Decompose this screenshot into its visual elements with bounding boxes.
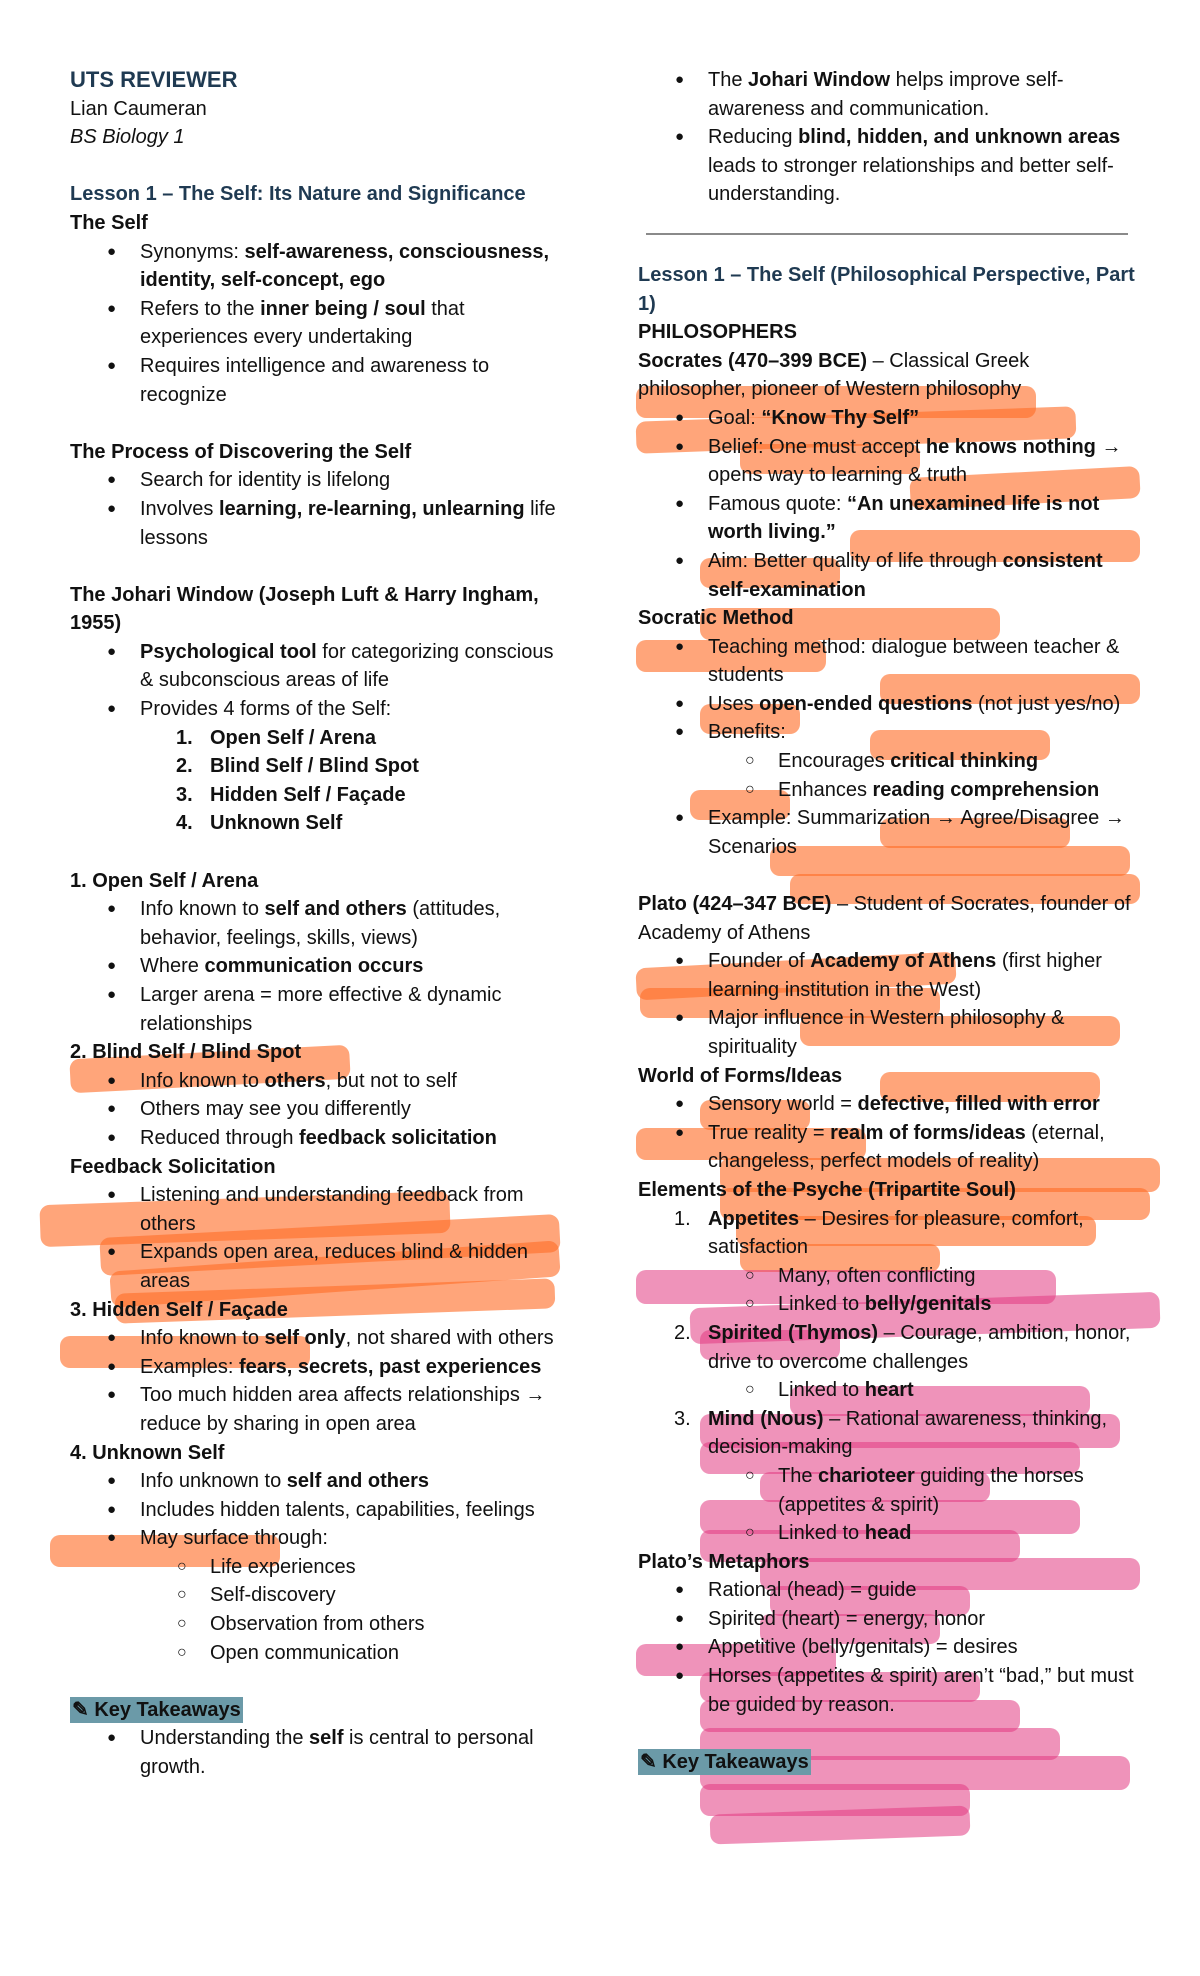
bullet-list (70, 1324, 570, 1438)
list-item: ● Example: Summarization → Agree/Disagree → Scenarios (638, 804, 1138, 861)
section-heading: 3. Hidden Self / Façade (70, 1298, 288, 1321)
list-item: ● Provides 4 forms of the Self: (70, 695, 570, 724)
list-item: 2. Spirited (Thymos) – Courage, ambition, honor, drive to overcome challenges (674, 1321, 1131, 1373)
bullet-list (70, 1724, 570, 1781)
list-item: ● Others may see you differently (70, 1095, 570, 1124)
bullet-list (70, 1067, 570, 1153)
list-item: ● Expands open area, reduces blind & hidden areas (70, 1238, 570, 1295)
list-item: ● Listening and understanding feedback from others (70, 1181, 570, 1238)
list-item: ○ Enhances reading comprehension (638, 776, 1138, 805)
bullet-list (638, 1576, 1138, 1719)
right-column (638, 66, 1138, 1776)
sub-list (638, 1262, 1138, 1319)
list-item: 1. Open Self / Arena (176, 726, 376, 749)
list-item: ○ Observation from others (70, 1610, 570, 1639)
list-item: ● Synonyms: self-awareness, consciousness, identity, self-concept, ego (70, 238, 570, 295)
section-heading: The Process of Discovering the Self (70, 440, 412, 463)
section-heading: Socratic Method (638, 607, 794, 630)
section-heading: World of Forms/Ideas (638, 1064, 843, 1087)
list-item: ○ Linked to heart (638, 1376, 1138, 1405)
list-item: ● Reducing blind, hidden, and unknown areas leads to stronger relationships and better self-understanding. (638, 123, 1138, 209)
key-takeaways-label: ✎ Key Takeaways (72, 1698, 241, 1721)
list-item: ● Psychological tool for categorizing conscious & subconscious areas of life (70, 638, 570, 695)
section-heading: 2. Blind Self / Blind Spot (70, 1041, 302, 1064)
list-item: ● Too much hidden area affects relationships → reduce by sharing in open area (70, 1381, 570, 1438)
list-item: ● Info unknown to self and others (70, 1467, 570, 1496)
list-item: ● Spirited (heart) = energy, honor (638, 1605, 1138, 1634)
list-item: ● Info known to self and others (attitudes, behavior, feelings, skills, views) (70, 895, 570, 952)
list-item: ● Belief: One must accept he knows nothing → opens way to learning & truth (638, 433, 1138, 490)
list-item: ● Teaching method: dialogue between teacher & students (638, 633, 1138, 690)
list-item: ● Horses (appetites & spirit) aren’t “bad,” but must be guided by reason. (638, 1662, 1138, 1719)
list-item: ● Appetitive (belly/genitals) = desires (638, 1633, 1138, 1662)
sub-list (638, 747, 1138, 804)
numbered-list (638, 1405, 1138, 1462)
list-item: ● Involves learning, re-learning, unlearning life lessons (70, 495, 570, 552)
bullet-list (638, 804, 1138, 861)
bullet-list (638, 1090, 1138, 1176)
section-heading: The Johari Window (Joseph Luft & Harry Ingham, 1955) (70, 583, 539, 635)
section-heading: 4. Unknown Self (70, 1441, 225, 1464)
numbered-list (70, 724, 570, 838)
list-item: ○ Many, often conflicting (638, 1262, 1138, 1291)
list-item: ○ Linked to belly/genitals (638, 1290, 1138, 1319)
list-item: ○ Self-discovery (70, 1581, 570, 1610)
list-item: ● Examples: fears, secrets, past experiences (70, 1353, 570, 1382)
sub-list (638, 1376, 1138, 1405)
section-heading: PHILOSOPHERS (638, 321, 797, 344)
list-item: ● Refers to the inner being / soul that experiences every undertaking (70, 295, 570, 352)
list-item: ○ Linked to head (638, 1519, 1138, 1548)
list-item: 3. Mind (Nous) – Rational awareness, thinking, decision-making (674, 1407, 1108, 1459)
list-item: ● Includes hidden talents, capabilities, feelings (70, 1496, 570, 1525)
bullet-list (70, 1181, 570, 1295)
list-item: ○ Open communication (70, 1639, 570, 1668)
key-takeaways-label: ✎ Key Takeaways (640, 1750, 809, 1773)
list-item: ● The Johari Window helps improve self-awareness and communication. (638, 66, 1138, 123)
bullet-list (638, 947, 1138, 1061)
sub-list (70, 1553, 570, 1667)
sub-list (638, 1462, 1138, 1548)
list-item: ● Understanding the self is central to personal growth. (70, 1724, 570, 1781)
philosopher-intro: Plato (424–347 BCE) – Student of Socrates, founder of Academy of Athens (638, 893, 1131, 944)
list-item: 3. Hidden Self / Façade (176, 783, 406, 806)
philosopher-intro: Socrates (470–399 BCE) – Classical Greek philosopher, pioneer of Western philosophy (638, 349, 1030, 401)
list-item: ● Uses open-ended questions (not just yes/no) (638, 690, 1138, 719)
doc-title: UTS REVIEWER (70, 67, 238, 92)
divider (646, 233, 1128, 235)
list-item: 4. Unknown Self (176, 812, 343, 835)
section-heading: The Self (70, 211, 148, 234)
list-item: ○ The charioteer guiding the horses (appetites & spirit) (638, 1462, 1138, 1519)
list-item: ● Aim: Better quality of life through consistent self-examination (638, 547, 1138, 604)
bullet-list (638, 66, 1138, 209)
list-item: ● True reality = realm of forms/ideas (eternal, changeless, perfect models of reality) (638, 1119, 1138, 1176)
section-heading: 1. Open Self / Arena (70, 869, 259, 892)
list-item: ● Search for identity is lifelong (70, 466, 570, 495)
list-item: ● Requires intelligence and awareness to recognize (70, 352, 570, 409)
bullet-list (70, 895, 570, 1038)
numbered-list (638, 1319, 1138, 1376)
section-heading: Feedback Solicitation (70, 1155, 276, 1178)
list-item: ● Famous quote: “An unexamined life is not worth living.” (638, 490, 1138, 547)
list-item: ● Founder of Academy of Athens (first higher learning institution in the West) (638, 947, 1138, 1004)
list-item: ● Where communication occurs (70, 952, 570, 981)
lesson-title: Lesson 1 – The Self: Its Nature and Significance (70, 183, 526, 206)
left-column (70, 66, 570, 1782)
lesson-title: Lesson 1 – The Self (Philosophical Perspective, Part 1) (638, 263, 1135, 315)
bullet-list (70, 638, 570, 724)
bullet-list (70, 466, 570, 552)
section-heading: Elements of the Psyche (Tripartite Soul) (638, 1178, 1016, 1201)
list-item: ● Larger arena = more effective & dynamic relationships (70, 981, 570, 1038)
list-item: ● Info known to others, but not to self (70, 1067, 570, 1096)
doc-author: Lian Caumeran (70, 97, 207, 120)
section-heading: Plato’s Metaphors (638, 1550, 810, 1573)
list-item: ● Rational (head) = guide (638, 1576, 1138, 1605)
list-item: ● Major influence in Western philosophy & spirituality (638, 1004, 1138, 1061)
list-item: ○ Life experiences (70, 1553, 570, 1582)
bullet-list (638, 633, 1138, 747)
list-item: ● Goal: “Know Thy Self” (638, 404, 1138, 433)
bullet-list (638, 404, 1138, 604)
doc-course: BS Biology 1 (70, 126, 185, 149)
list-item: 2. Blind Self / Blind Spot (176, 755, 419, 778)
list-item: 1. Appetites – Desires for pleasure, comfort, satisfaction (674, 1207, 1084, 1259)
list-item: ● May surface through: (70, 1524, 570, 1553)
list-item: ● Reduced through feedback solicitation (70, 1124, 570, 1153)
list-item: ● Sensory world = defective, filled with error (638, 1090, 1138, 1119)
list-item: ● Benefits: (638, 718, 1138, 747)
list-item: ○ Encourages critical thinking (638, 747, 1138, 776)
bullet-list (70, 1467, 570, 1553)
list-item: ● Info known to self only, not shared with others (70, 1324, 570, 1353)
bullet-list (70, 238, 570, 410)
numbered-list (638, 1205, 1138, 1262)
